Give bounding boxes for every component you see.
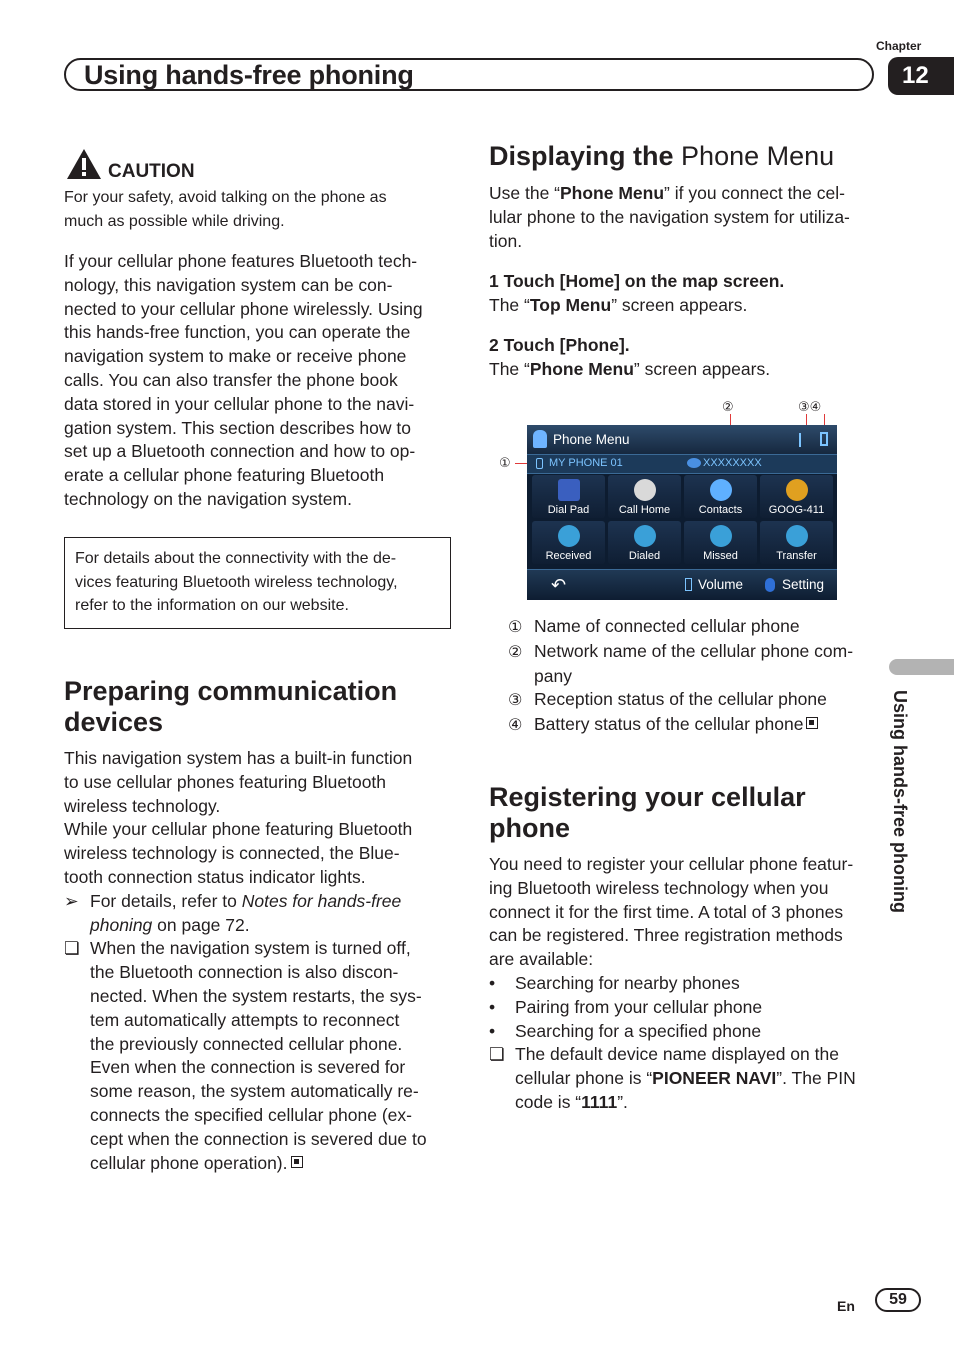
connected-phone-name: MY PHONE 01 xyxy=(549,457,623,469)
transfer-icon xyxy=(786,525,808,547)
tile-call-home[interactable]: Call Home xyxy=(608,475,681,518)
end-mark-icon xyxy=(291,1156,303,1168)
keypad-icon xyxy=(558,479,580,501)
side-tab-bar xyxy=(889,659,954,675)
displaying-heading: Displaying the Phone Menu xyxy=(489,141,835,171)
step-1-result: The “Top Menu” screen appears. xyxy=(489,295,748,315)
telephone-icon xyxy=(786,479,808,501)
caution-title: CAUTION xyxy=(108,161,195,182)
home-icon xyxy=(634,479,656,501)
tile-contacts[interactable]: Contacts xyxy=(684,475,757,518)
signal-icon xyxy=(799,433,811,447)
side-tab-label: Using hands-free phoning xyxy=(890,690,910,913)
preparing-paragraph: This navigation system has a built-in function to use cellular phones featuring Bluetooth wireless technology. While your cellular phone featuring Bluetooth wireless technology is connected, the Blue- tooth connection status indicator lights. ➢ For details, refer to Notes for hands-free phoning on page 72. ❏ When the navigation system is turned off, the Bluetooth connection is also discon- nected. When the system restarts, the sys- tem automatically attempts to reconnect the previously connected cellular phone. Even when the connection is severed for some reason, the system automatically re- connects the specified cellular phone (ex- cept when the connection is severed due to cellular phone operation). xyxy=(64,747,459,1175)
bullet-item: • Searching for nearby phones xyxy=(489,972,740,993)
tile-dial-pad[interactable]: Dial Pad xyxy=(532,475,605,518)
tile-received[interactable]: Received xyxy=(532,521,605,564)
legend-list: ① Name of connected cellular phone ② Network name of the cellular phone com- pany ③ Reception status of the cellular phone ④ Battery status of the cellular phone xyxy=(508,615,878,738)
note-item: ❏ The default device name displayed on the xyxy=(489,1044,839,1065)
cellphone-icon xyxy=(536,458,543,469)
volume-button[interactable]: Volume xyxy=(698,577,744,592)
chapter-number: 12 xyxy=(888,57,954,95)
registering-heading: Registering your cellular phone xyxy=(489,782,806,843)
tile-goog-411[interactable]: GOOG-411 xyxy=(760,475,833,518)
step-2-result: The “Phone Menu” screen appears. xyxy=(489,359,771,379)
legend-item: ③ Reception status of the cellular phone xyxy=(508,689,827,710)
missed-call-icon xyxy=(710,525,732,547)
chapter-label: Chapter xyxy=(876,39,922,53)
tile-dialed[interactable]: Dialed xyxy=(608,521,681,564)
end-mark-icon xyxy=(806,717,818,729)
caution-text-1: For your safety, avoid talking on the phone as xyxy=(64,189,387,206)
battery-icon xyxy=(820,432,828,446)
callout-2: ② xyxy=(722,399,734,414)
legend-item: ① Name of connected cellular phone xyxy=(508,616,800,636)
note-item: ❏ When the navigation system is turned off, xyxy=(64,938,411,959)
page-number: 59 xyxy=(875,1288,921,1312)
screen-title: Phone Menu xyxy=(553,432,630,447)
cellphone-icon xyxy=(685,578,692,591)
legend-item: ④ Battery status of the cellular phone xyxy=(508,713,878,738)
screen-titlebar xyxy=(527,425,837,454)
displaying-paragraph: Use the “Phone Menu” if you connect the cel- lular phone to the navigation system for utiliza- tion. xyxy=(489,183,850,251)
setting-button[interactable]: Setting xyxy=(782,577,825,592)
caution-text-2: much as possible while driving. xyxy=(64,213,285,230)
tile-transfer[interactable]: Transfer xyxy=(760,521,833,564)
screen-bottom-bar xyxy=(527,569,837,600)
contacts-icon xyxy=(710,479,732,501)
dialed-call-icon xyxy=(634,525,656,547)
tile-missed[interactable]: Missed xyxy=(684,521,757,564)
network-name: XXXXXXXX xyxy=(703,457,762,469)
phone-icon xyxy=(533,430,547,448)
reference-item: ➢ For details, refer to Notes for hands-free xyxy=(64,890,402,911)
bluetooth-icon xyxy=(765,578,775,592)
phone-menu-screenshot xyxy=(527,425,837,600)
language-label: En xyxy=(837,1298,855,1314)
received-call-icon xyxy=(558,525,580,547)
back-arrow-icon[interactable]: ↶ xyxy=(551,575,567,595)
bullet-item: • Searching for a specified phone xyxy=(489,1020,762,1041)
callout-3-4: ③④ xyxy=(798,399,822,414)
callout-1: ① xyxy=(499,455,511,470)
registering-paragraph: You need to register your cellular phone featur- ing Bluetooth wireless technology when you connect it for the first time. A total of 3 phones can be registered. Three registration methods are available: • Searching for nearby phones • Pairing from your cellular phone • Searching for a specified phone ❏ The default device name displayed on the cellular phone is “PIONEER NAVI”. The PIN code is “1111”. xyxy=(489,853,884,1115)
network-icon xyxy=(687,458,701,468)
screen-phone-bar xyxy=(527,454,837,474)
warning-icon xyxy=(66,148,102,180)
step-1: 1 Touch [Home] on the map screen. xyxy=(489,271,785,291)
preparing-heading: Preparing communication devices xyxy=(64,676,398,737)
bullet-item: • Pairing from your cellular phone xyxy=(489,996,763,1017)
note-text: For details about the connectivity with the de- vices featuring Bluetooth wireless technology, refer to the information on our website. xyxy=(75,550,398,614)
legend-item: ② Network name of the cellular phone com- xyxy=(508,640,854,661)
intro-paragraph: If your cellular phone features Bluetooth tech- nology, this navigation system can be con- nected to your cellular phone wirelessly. Using this hands-free function, you can operate the navigation system to make or receive phone calls. You can also transfer the phone book data stored in your cellular phone to the navi- gation system. This section describes how to set up a Bluetooth connection and how to op- erate a cellular phone featuring Bluetooth technology on the navigation system. xyxy=(64,251,423,509)
step-2: 2 Touch [Phone]. xyxy=(489,335,630,355)
page-title: Using hands-free phoning xyxy=(84,60,414,90)
